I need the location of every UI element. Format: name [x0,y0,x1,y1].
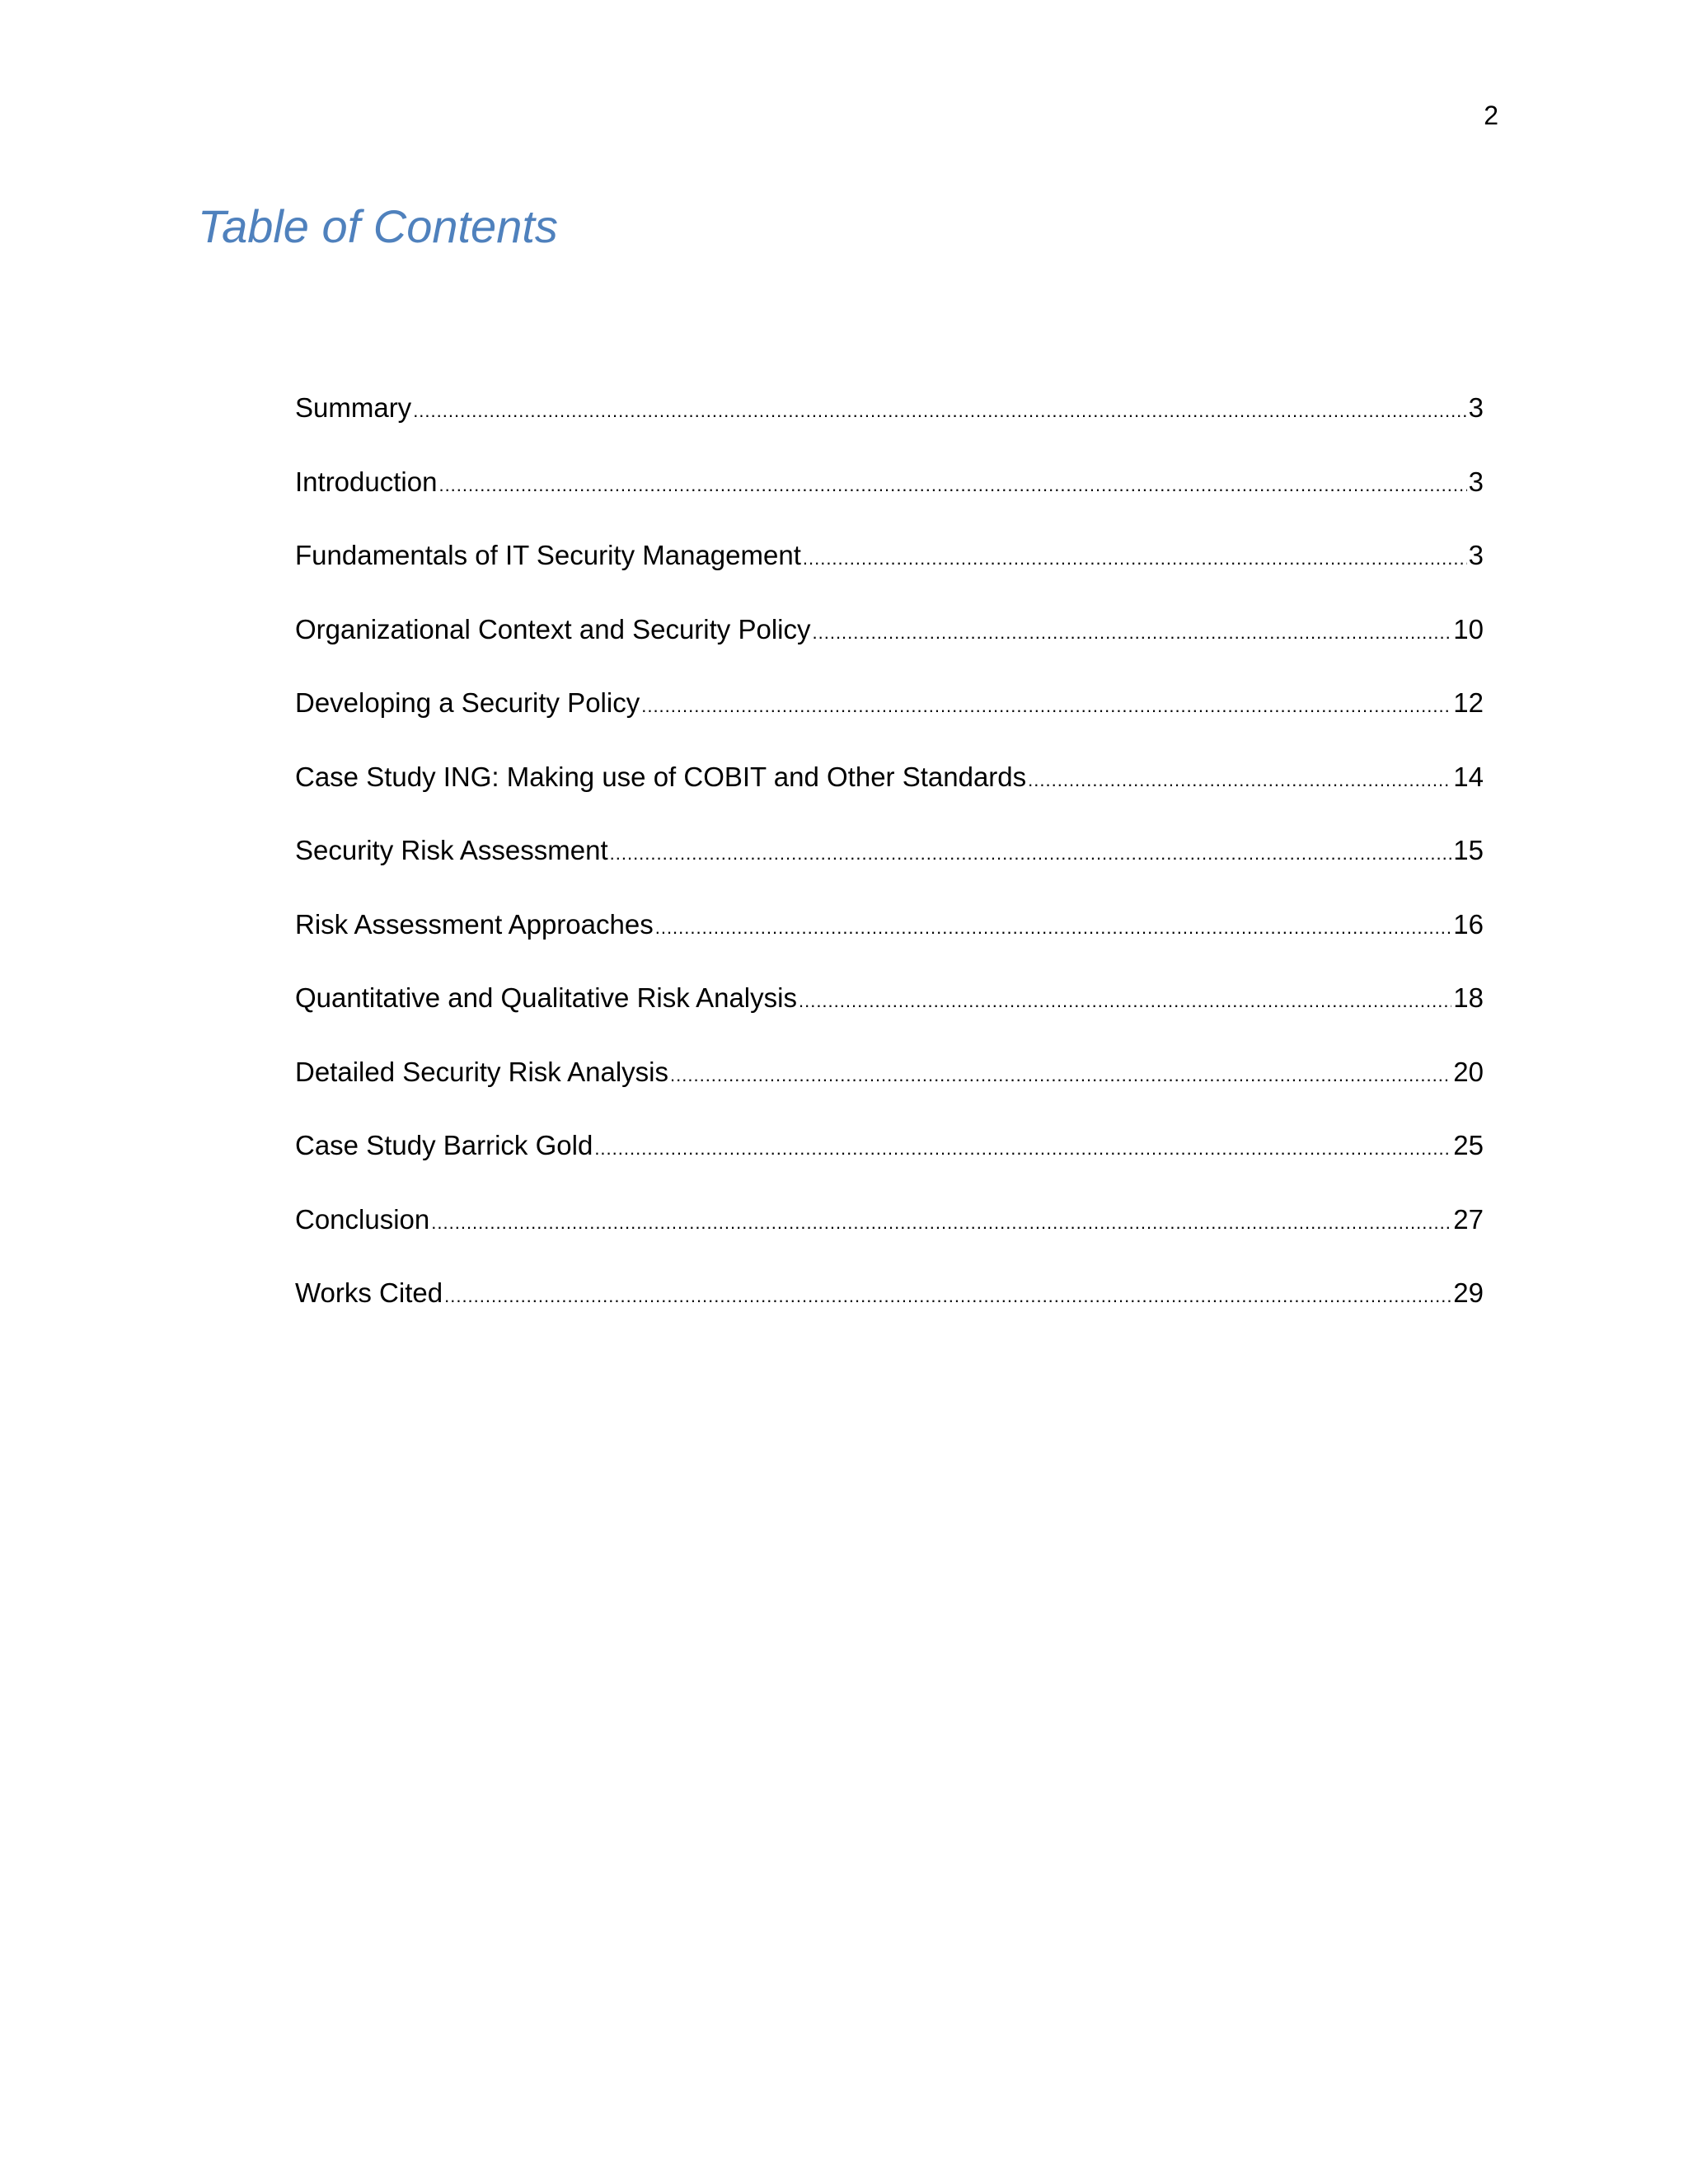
toc-dot-leader [610,833,1452,874]
toc-entry-label: Risk Assessment Approaches [295,908,654,940]
toc-entry-page: 15 [1453,835,1484,865]
toc-entry-developing-policy[interactable] [295,682,1484,757]
toc-entry-page: 25 [1453,1130,1484,1160]
toc-entry-case-study-barrick[interactable] [295,1125,1484,1199]
toc-dot-leader [813,612,1452,654]
toc-entry-label: Summary [295,392,412,423]
toc-entry-label: Case Study Barrick Gold [295,1130,593,1160]
toc-entry-page: 3 [1468,540,1484,570]
toc-entry-organizational-context[interactable] [295,609,1484,683]
toc-dot-leader [803,538,1467,579]
toc-dot-leader [655,907,1452,949]
toc-entry-summary[interactable] [295,387,1484,462]
toc-entry-label: Organizational Context and Security Policy [295,613,811,644]
toc-entry-page: 14 [1453,761,1484,792]
toc-dot-leader [594,1128,1451,1169]
toc-dot-leader [670,1055,1451,1096]
toc-dot-leader [641,686,1451,727]
toc-entry-fundamentals[interactable] [295,535,1484,609]
toc-entry-label: Conclusion [295,1203,430,1235]
toc-entry-label: Detailed Security Risk Analysis [295,1056,669,1087]
toc-entry-label: Fundamentals of IT Security Management [295,540,801,570]
page-number: 2 [1484,101,1498,130]
toc-entry-page: 3 [1468,392,1484,423]
toc-dot-leader [1028,760,1451,801]
toc-entry-page: 27 [1453,1203,1484,1235]
toc-entry-page: 16 [1453,908,1484,940]
toc-entry-page: 29 [1453,1277,1484,1308]
toc-entry-label: Introduction [295,466,438,497]
toc-entry-label: Security Risk Assessment [295,835,608,865]
toc-entry-page: 12 [1453,687,1484,718]
toc-entry-risk-approaches[interactable] [295,904,1484,978]
toc-entry-label: Developing a Security Policy [295,687,640,718]
toc-entry-introduction[interactable] [295,462,1484,536]
toc-dot-leader [431,1202,1451,1244]
toc-entry-page: 3 [1468,466,1484,497]
toc-entry-page: 18 [1453,982,1484,1013]
toc-dot-leader [413,391,1466,432]
toc-entry-risk-assessment[interactable] [295,830,1484,904]
toc-entry-label: Works Cited [295,1277,443,1308]
toc-dot-leader [444,1276,1451,1317]
toc-entry-label: Quantitative and Qualitative Risk Analysis [295,982,797,1013]
toc-entry-page: 10 [1453,613,1484,644]
toc-entry-works-cited[interactable] [295,1272,1484,1347]
toc-entry-detailed-analysis[interactable] [295,1052,1484,1126]
toc-entry-label: Case Study ING: Making use of COBIT and Other Standards [295,761,1027,792]
toc-entry-case-study-ing[interactable] [295,757,1484,831]
toc-entry-quant-qual-analysis[interactable] [295,977,1484,1052]
toc-dot-leader [438,465,1466,506]
toc-entry-conclusion[interactable] [295,1199,1484,1273]
toc-entry-page: 20 [1453,1056,1484,1087]
toc-title: Table of Contents [198,200,558,252]
toc-list [295,387,1484,1347]
toc-dot-leader [799,981,1451,1022]
